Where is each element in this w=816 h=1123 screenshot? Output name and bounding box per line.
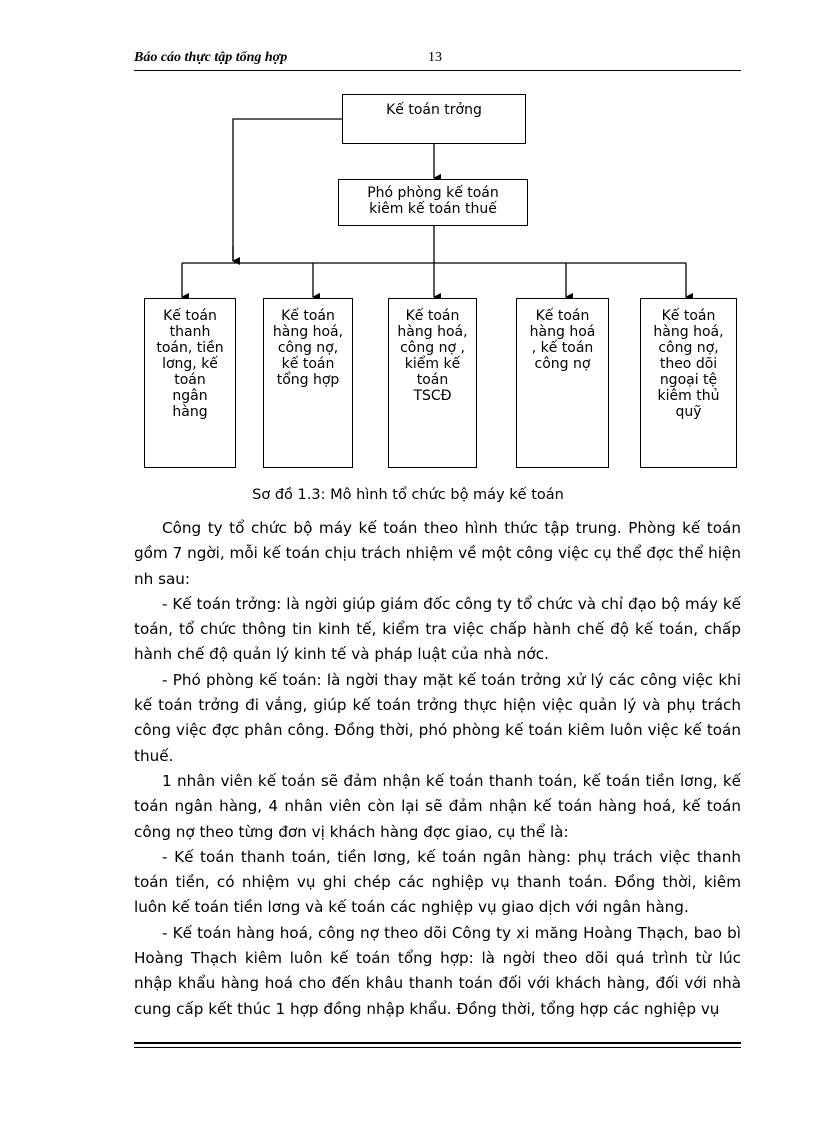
footer-rule-thin [134,1047,741,1048]
paragraph: 1 nhân viên kế toán sẽ đảm nhận kế toán thanh toán, kế toán tiền lơng, kế toán ngân hàng, 4 nhân viên còn lại sẽ đảm nhận kế toán hàng hoá, kế toán công nợ theo từng đơn vị khách hàng đợc giao, cụ thể là: [134,771,741,841]
unit-label-goods-treasury: Kế toán hàng hoá, công nợ, theo dõi ngoại tệ kiêm thủ quỹ [653,308,724,420]
footer-rule-thick [134,1042,741,1044]
unit-box-goods-assets [388,298,477,468]
paragraph: - Kế toán hàng hoá, công nợ theo dõi Công ty xi măng Hoàng Thạch, bao bì Hoàng Thạch kiêm luôn kế toán tổng hợp: là ngời theo dõi quá trình từ lúc nhập khẩu hàng hoá cho đến khâu thanh toán đối với khách hàng, đối với nhà cung cấp kết thúc 1 hợp đồng nhập khẩu. Đồng thời, tổng hợp các nghiệp vụ [134,923,741,1018]
diagram-caption: Sơ đồ 1.3: Mô hình tổ chức bộ máy kế toán [252,487,564,503]
paragraph: - Kế toán thanh toán, tiền lơng, kế toán ngân hàng: phụ trách việc thanh toán tiền, có nhiệm vụ ghi chép các nghiệp vụ thanh toán. Đồng thời, kiêm luôn kế toán tiền lơng và kế toán các nghiệp vụ giao dịch với ngân hàng. [134,847,741,917]
unit-box-goods-treasury [640,298,737,468]
deputy-accountant-line-2: kiêm kế toán thuế [369,201,497,217]
deputy-accountant-line-1: Phó phòng kế toán [367,185,499,201]
body-text [134,516,741,1022]
chief-accountant-label: Kế toán trởng [386,102,482,118]
unit-label-goods-general: Kế toán hàng hoá, công nợ, kế toán tổng hợp [272,308,344,388]
chief-accountant-box [342,94,526,144]
unit-label-payments: Kế toán thanh toán, tiền lơng, kế toán ngân hàng [156,308,224,420]
paragraph: - Kế toán trởng: là ngời giúp giám đốc công ty tổ chức và chỉ đạo bộ máy kế toán, tổ chức thông tin kinh tế, kiểm tra việc chấp hành chế độ kế toán, chấp hành chế độ quản lý kinh tế và pháp luật của nhà nớc. [134,594,741,664]
unit-box-payments [144,298,236,468]
paragraph: - Phó phòng kế toán: là ngời thay mặt kế toán trởng xử lý các công việc khi kế toán trởng đi vắng, giúp kế toán trởng thực hiện việc quản lý và phụ trách công việc đợc phân công. Đồng thời, phó phòng kế toán kiêm luôn việc kế toán thuế. [134,670,741,765]
paragraph: Công ty tổ chức bộ máy kế toán theo hình thức tập trung. Phòng kế toán gồm 7 ngời, mỗi kế toán chịu trách nhiệm về một công việc cụ thể đợc thể hiện nh sau: [134,519,741,588]
connector-top-to-unit-1 [233,119,342,260]
unit-label-goods-debt: Kế toán hàng hoá , kế toán công nợ [529,308,596,372]
deputy-accountant-box [338,179,528,226]
report-title: Báo cáo thực tập tổng hợp [134,50,288,65]
unit-box-goods-debt [516,298,609,468]
page-number: 13 [428,50,442,65]
unit-label-goods-assets: Kế toán hàng hoá, công nợ , kiểm kế toán TSCĐ [397,308,468,404]
unit-box-goods-general [263,298,353,468]
